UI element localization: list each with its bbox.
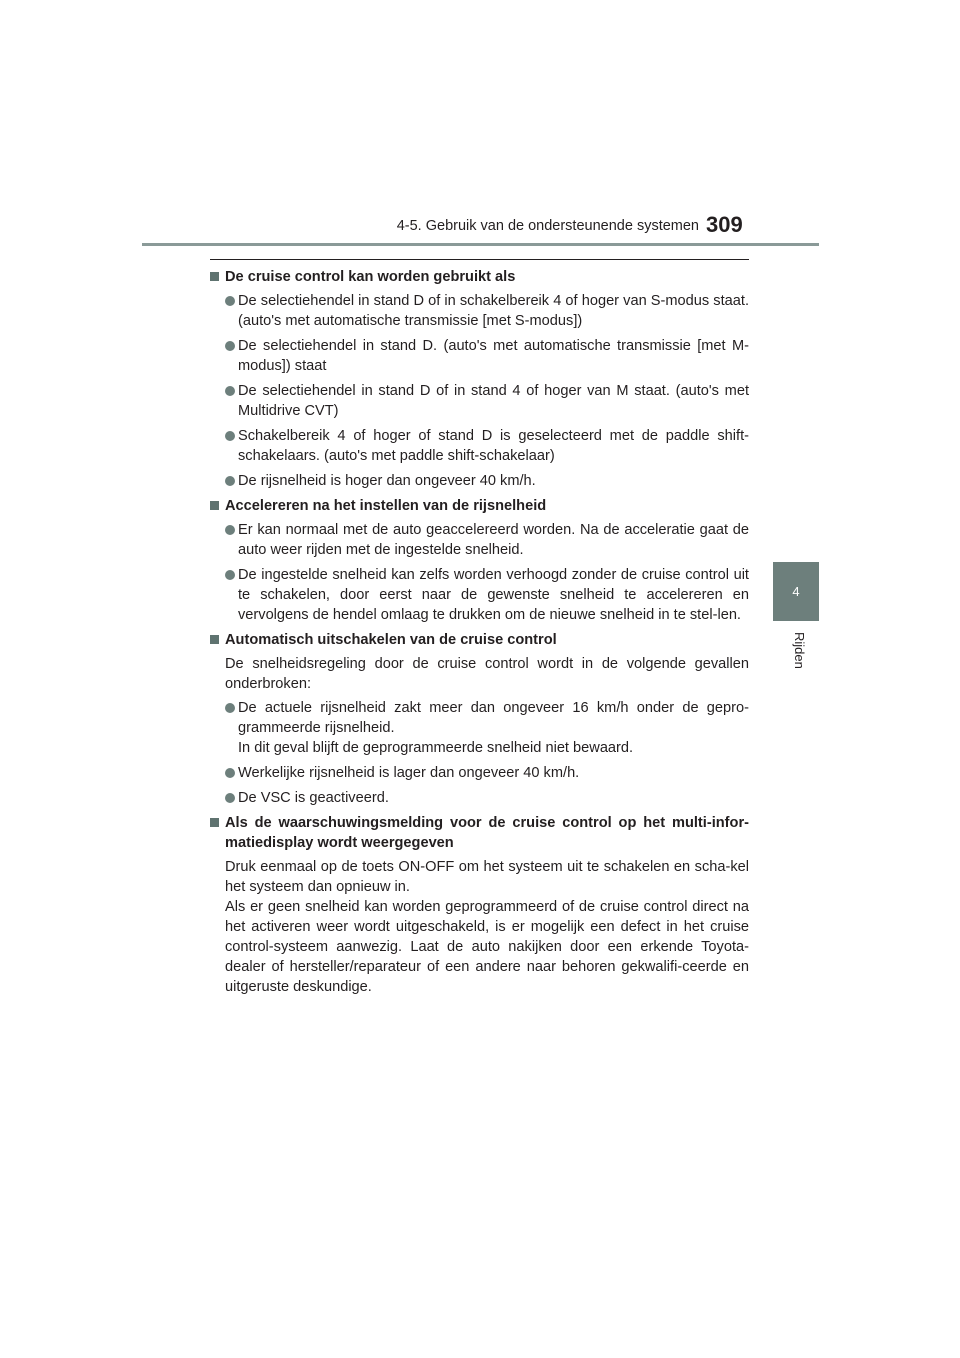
page-number: 309 <box>706 212 743 237</box>
list-item <box>210 520 749 560</box>
section-automatic-cancel <box>210 630 749 808</box>
list-item <box>210 788 749 808</box>
list-item <box>210 426 749 466</box>
chapter-tab-label: Rijden <box>792 632 807 669</box>
list-item <box>210 381 749 421</box>
round-bullet-icon <box>225 476 235 486</box>
section-intro: De snelheidsregeling door de cruise control wordt in de volgende gevallen onderbroken: <box>225 656 749 692</box>
list-item <box>210 763 749 783</box>
square-bullet-icon <box>210 501 219 510</box>
header-rule <box>142 243 819 246</box>
header-chapter-title: 4-5. Gebruik van de ondersteunende systemen <box>396 218 699 234</box>
round-bullet-icon <box>225 525 235 535</box>
list-item <box>210 698 749 758</box>
section-heading-text: De cruise control kan worden gebruikt als <box>225 269 516 285</box>
square-bullet-icon <box>210 272 219 281</box>
list-item <box>210 291 749 331</box>
list-item-text: De actuele rijsnelheid zakt meer dan ongeveer 16 km/h onder de gepro-grammeerde rijsnelheid. <box>238 700 749 736</box>
page-content <box>210 267 749 1001</box>
list-item-text: De selectiehendel in stand D of in schakelbereik 4 of hoger van S-modus staat. (auto's met automatische transmissie [met S-modus]) <box>238 293 749 329</box>
round-bullet-icon <box>225 386 235 396</box>
square-bullet-icon <box>210 635 219 644</box>
list-item-text: Er kan normaal met de auto geaccelereerd worden. Na de acceleratie gaat de auto weer rijden met de ingestelde snelheid. <box>238 522 749 558</box>
round-bullet-icon <box>225 296 235 306</box>
section-warning-message <box>210 813 749 997</box>
chapter-tab[interactable]: 4 <box>773 562 819 621</box>
list-item <box>210 565 749 625</box>
list-item <box>210 336 749 376</box>
section-heading <box>210 496 749 516</box>
round-bullet-icon <box>225 768 235 778</box>
paragraph-text: Als er geen snelheid kan worden geprogrammeerd of de cruise control direct na het activeren weer wordt uitgeschakeld, is er mogelijk een defect in het cruise control-systeem aanwezig. Laat de auto nakijken door een erkende Toyota-dealer of hersteller/reparateur of een andere naar behoren gekwalifi-ceerde en uitgeruste deskundige. <box>225 899 749 995</box>
round-bullet-icon <box>225 703 235 713</box>
section-heading-text: Automatisch uitschakelen van de cruise control <box>225 632 557 648</box>
list-item <box>210 471 749 491</box>
content-top-rule <box>210 259 749 260</box>
section-heading-text: Als de waarschuwingsmelding voor de cruise control op het multi-infor-matiedisplay wordt weergegeven <box>225 815 749 851</box>
section-heading <box>210 813 749 853</box>
list-item-text: De selectiehendel in stand D. (auto's met automatische transmissie [met M-modus]) staat <box>238 338 749 374</box>
list-item-text: Schakelbereik 4 of hoger of stand D is geselecteerd met de paddle shift-schakelaars. (auto's met paddle shift-schakelaar) <box>238 428 749 464</box>
section-cruise-control-usable <box>210 267 749 491</box>
round-bullet-icon <box>225 341 235 351</box>
list-item-text: De rijsnelheid is hoger dan ongeveer 40 km/h. <box>238 473 536 489</box>
square-bullet-icon <box>210 818 219 827</box>
list-item-text: De selectiehendel in stand D of in stand 4 of hoger van M staat. (auto's met Multidrive CVT) <box>238 383 749 419</box>
list-item-note: In dit geval blijft de geprogrammeerde snelheid niet bewaard. <box>238 740 634 756</box>
section-heading <box>210 267 749 287</box>
round-bullet-icon <box>225 431 235 441</box>
section-heading <box>210 630 749 650</box>
section-accelerating <box>210 496 749 625</box>
list-item-text: De VSC is geactiveerd. <box>238 790 389 806</box>
section-heading-text: Accelereren na het instellen van de rijsnelheid <box>225 498 547 514</box>
section-paragraph <box>210 857 749 997</box>
round-bullet-icon <box>225 793 235 803</box>
list-item-text: De ingestelde snelheid kan zelfs worden verhoogd zonder de cruise control uit te schakelen, door eerst naar de gewenste snelheid te accelereren en vervolgens de hendel omlaag te drukken om de nieuwe snelheid in te stel-len. <box>238 567 749 623</box>
list-item-text: Werkelijke rijsnelheid is lager dan ongeveer 40 km/h. <box>238 765 580 781</box>
round-bullet-icon <box>225 570 235 580</box>
paragraph-text: Druk eenmaal op de toets ON-OFF om het systeem uit te schakelen en scha-kel het systeem dan opnieuw in. <box>225 859 749 895</box>
